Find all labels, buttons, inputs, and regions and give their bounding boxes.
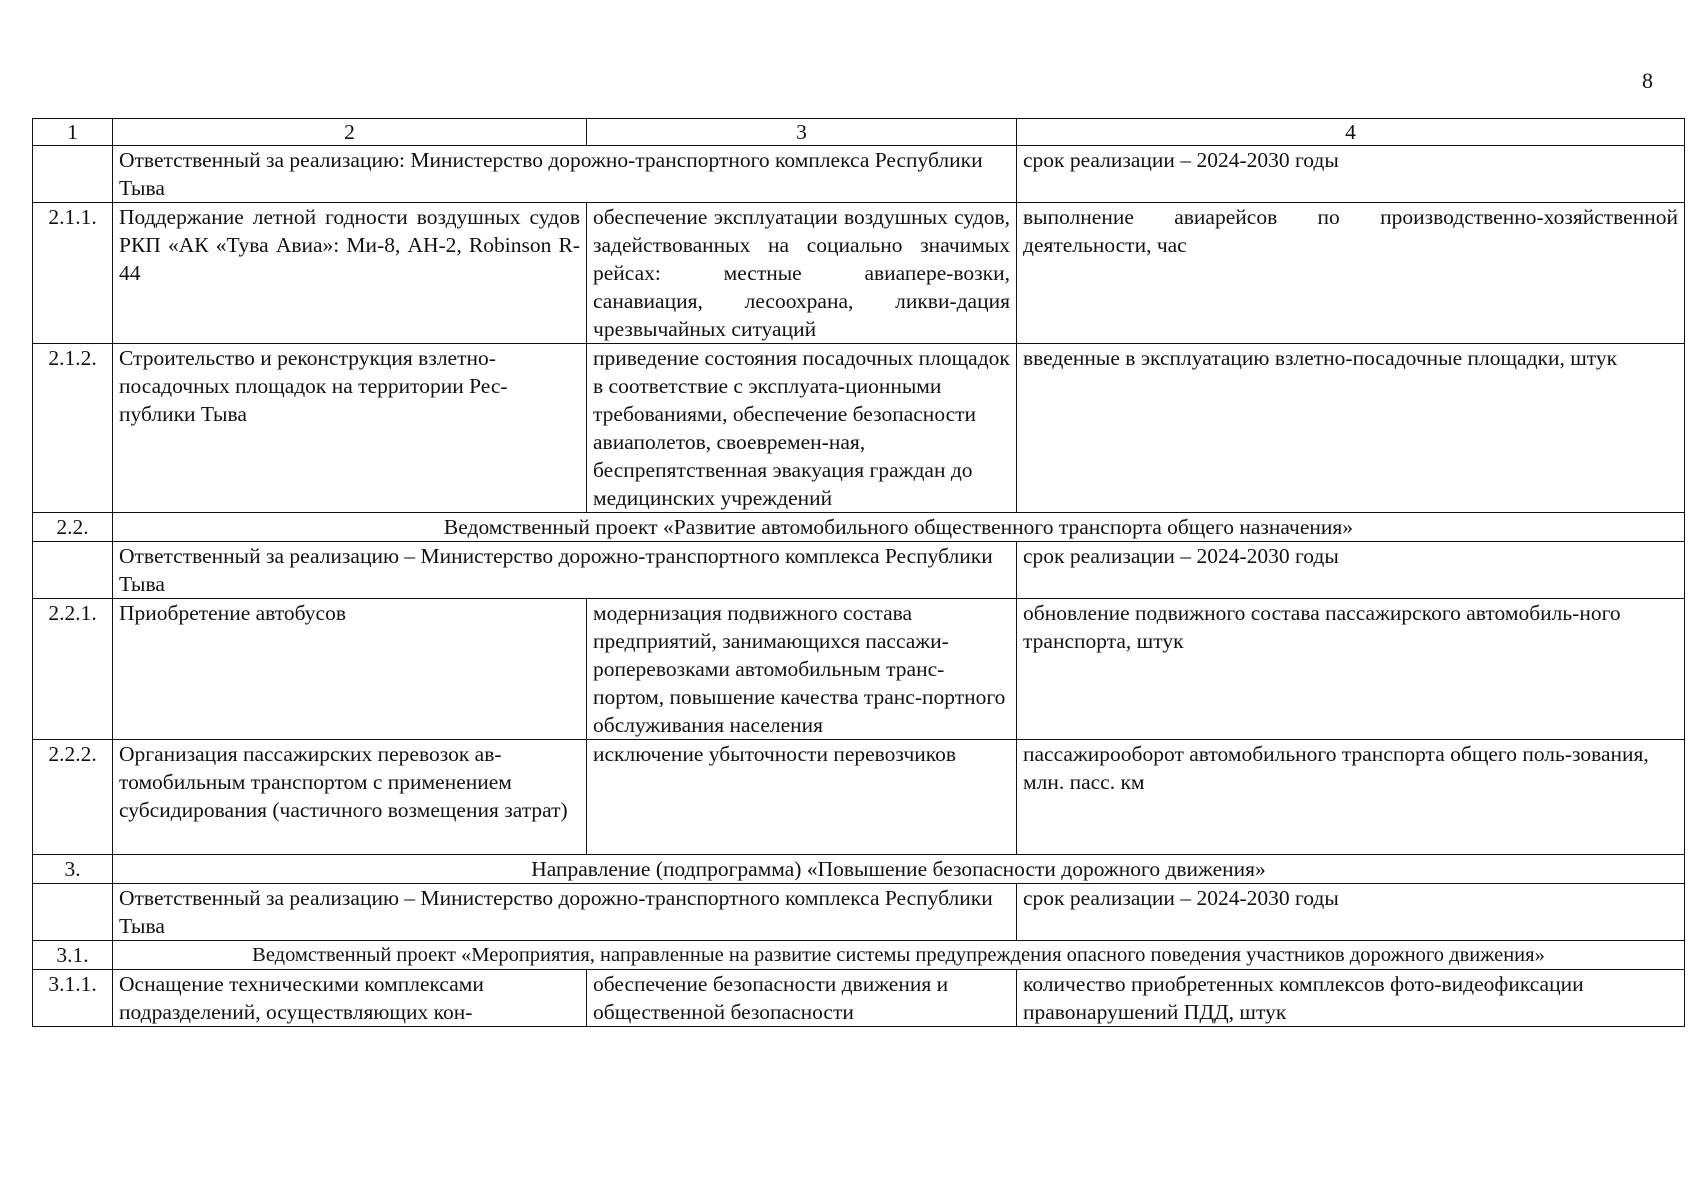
deadline-cell: срок реализации – 2024-2030 годы — [1017, 884, 1685, 941]
table-row — [33, 599, 1685, 740]
responsible-cell: Ответственный за реализацию – Министерство дорожно-транспортного комплекса Республики Тыва — [113, 542, 1017, 599]
section-title: Направление (подпрограмма) «Повышение безопасности дорожного движения» — [113, 855, 1685, 884]
table-row — [33, 203, 1685, 344]
responsible-row — [33, 146, 1685, 203]
task-cell: приведение состояния посадочных площадок в соответствие с эксплуата-ционными требованиями, обеспечение безопасности авиаполетов, своевремен-ная, беспрепятственная эвакуация граждан до медицинских учреждений — [587, 344, 1017, 513]
responsible-row — [33, 884, 1685, 941]
measures-table — [32, 118, 1685, 1027]
measure-cell: Приобретение автобусов — [113, 599, 587, 740]
row-number: 2.1.1. — [33, 203, 113, 344]
section-row — [33, 855, 1685, 884]
task-cell: обеспечение эксплуатации воздушных судов, задействованных на социально значимых рейсах: местные авиапере-возки, санавиация, лесоохрана, ликви-дация чрезвычайных ситуаций — [587, 203, 1017, 344]
responsible-cell: Ответственный за реализацию: Министерство дорожно-транспортного комплекса Республики Тыва — [113, 146, 1017, 203]
section-title: Ведомственный проект «Мероприятия, направленные на развитие системы предупреждения опасного поведения участников дорожного движения» — [113, 941, 1685, 970]
measure-cell: Строительство и реконструкция взлетно-посадочных площадок на территории Рес-публики Тыва — [113, 344, 587, 513]
row-number: 3. — [33, 855, 113, 884]
task-cell: исключение убыточности перевозчиков — [587, 740, 1017, 855]
measure-cell: Оснащение техническими комплексами подразделений, осуществляющих кон- — [113, 970, 587, 1027]
responsible-cell: Ответственный за реализацию – Министерство дорожно-транспортного комплекса Республики Тыва — [113, 884, 1017, 941]
deadline-cell: срок реализации – 2024-2030 годы — [1017, 146, 1685, 203]
row-number: 3.1.1. — [33, 970, 113, 1027]
row-number: 2.2.1. — [33, 599, 113, 740]
indicator-cell: количество приобретенных комплексов фото-видеофиксации правонарушений ПДД, штук — [1017, 970, 1685, 1027]
indicator-cell: пассажирооборот автомобильного транспорта общего поль-зования, млн. пасс. км — [1017, 740, 1685, 855]
task-cell: модернизация подвижного состава предприятий, занимающихся пассажи-роперевозками автомобильным транс-портом, повышение качества транс-портного обслуживания населения — [587, 599, 1017, 740]
header-cell: 3 — [587, 119, 1017, 146]
row-number — [33, 146, 113, 203]
table-row — [33, 740, 1685, 855]
row-number: 3.1. — [33, 941, 113, 970]
section-row — [33, 941, 1685, 970]
table-row — [33, 344, 1685, 513]
measure-cell: Организация пассажирских перевозок ав-томобильным транспортом с применением субсидирования (частичного возмещения затрат) — [113, 740, 587, 855]
row-number: 2.1.2. — [33, 344, 113, 513]
page-number: 8 — [1642, 68, 1653, 93]
table-row — [33, 970, 1685, 1027]
responsible-row — [33, 542, 1685, 599]
task-cell: обеспечение безопасности движения и общественной безопасности — [587, 970, 1017, 1027]
measure-cell: Поддержание летной годности воздушных судов РКП «АК «Тува Авиа»: Ми-8, АН-2, Robinson R-44 — [113, 203, 587, 344]
section-row — [33, 513, 1685, 542]
header-cell: 1 — [33, 119, 113, 146]
header-row — [33, 119, 1685, 146]
row-number: 2.2.2. — [33, 740, 113, 855]
indicator-cell: введенные в эксплуатацию взлетно-посадочные площадки, штук — [1017, 344, 1685, 513]
indicator-cell: выполнение авиарейсов по производственно-хозяйственной деятельности, час — [1017, 203, 1685, 344]
header-cell: 2 — [113, 119, 587, 146]
deadline-cell: срок реализации – 2024-2030 годы — [1017, 542, 1685, 599]
row-number — [33, 542, 113, 599]
section-title: Ведомственный проект «Развитие автомобильного общественного транспорта общего назначения» — [113, 513, 1685, 542]
row-number: 2.2. — [33, 513, 113, 542]
indicator-cell: обновление подвижного состава пассажирского автомобиль-ного транспорта, штук — [1017, 599, 1685, 740]
header-cell: 4 — [1017, 119, 1685, 146]
row-number — [33, 884, 113, 941]
